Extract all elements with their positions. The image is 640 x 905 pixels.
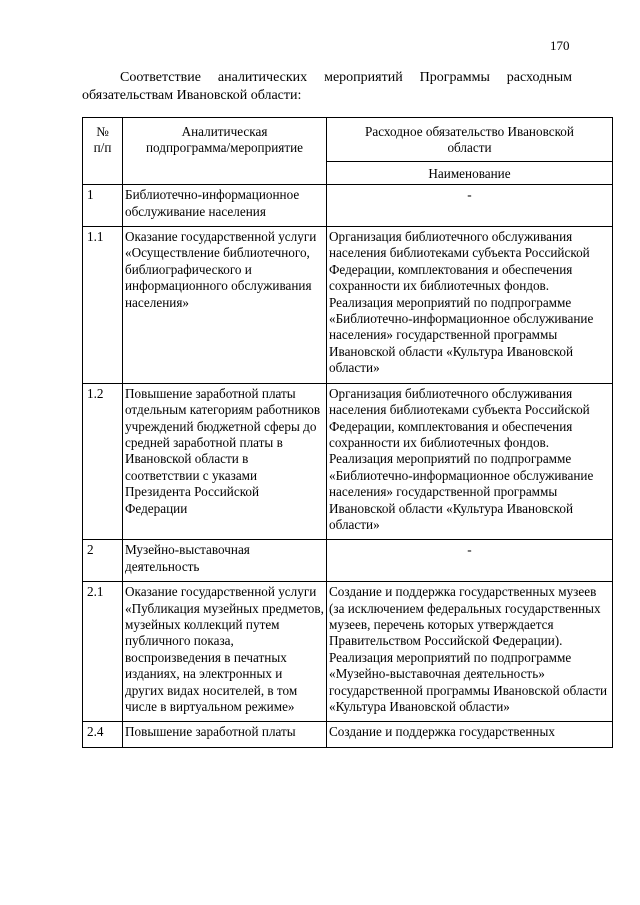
table-row [83,540,613,582]
row-analytic: Оказание государственной услуги «Осуществление библиотечного, библиографического и информационного обслуживания населения» [123,227,327,384]
row-num: 1.1 [83,227,123,384]
table-row [83,185,613,227]
row-num: 2.4 [83,722,123,747]
header-num: № п/п [83,118,123,185]
row-analytic: Библиотечно-информационное обслуживание населения [123,185,327,227]
row-obligation: - [327,540,613,582]
table-row [83,582,613,722]
table-row [83,227,613,384]
row-analytic: Повышение заработной платы отдельным категориям работников учреждений бюджетной сферы до средней заработной платы в Ивановской области в соответствии с указами Президента Российской Федерации [123,383,327,540]
intro-paragraph: Соответствие аналитических мероприятий Программы расходным обязательствам Ивановской области: [82,70,572,103]
row-obligation: Организация библиотечного обслуживания населения библиотеками субъекта Российской Федерации, комплектования и обеспечения сохранности их библиотечных фондов. Реализация мероприятий по подпрограмме «Библиотечно-информационное обслуживание населения» государственной программы Ивановской области «Культура Ивановской области» [327,383,613,540]
row-analytic: Оказание государственной услуги «Публикация музейных предметов, музейных коллекций путем публичного показа, воспроизведения в печатных изданиях, на электронных и других видах носителей, в том числе в виртуальном режиме» [123,582,327,722]
row-num: 1.2 [83,383,123,540]
row-analytic: Музейно-выставочная деятельность [123,540,327,582]
row-analytic: Повышение заработной платы [123,722,327,747]
obligations-table [82,117,613,748]
row-num: 2.1 [83,582,123,722]
row-obligation: Организация библиотечного обслуживания населения библиотеками субъекта Российской Федерации, комплектования и обеспечения сохранности их библиотечных фондов. Реализация мероприятий по подпрограмме «Библиотечно-информационное обслуживание населения» государственной программы Ивановской области «Культура Ивановской области» [327,227,613,384]
row-obligation: Создание и поддержка государственных музеев (за исключением федеральных государственных музеев, перечень которых утверждается Правительством Российской Федерации). Реализация мероприятий по подпрограмме «Музейно-выставочная деятельность» государственной программы Ивановской области «Культура Ивановской области» [327,582,613,722]
row-num: 1 [83,185,123,227]
page-number: 170 [550,38,570,53]
table-row [83,722,613,747]
row-obligation: - [327,185,613,227]
table-row [83,383,613,540]
header-obligation: Расходное обязательство Ивановской области [327,118,613,162]
row-obligation: Создание и поддержка государственных [327,722,613,747]
header-analytic: Аналитическая подпрограмма/мероприятие [123,118,327,185]
header-name: Наименование [327,161,613,184]
row-num: 2 [83,540,123,582]
